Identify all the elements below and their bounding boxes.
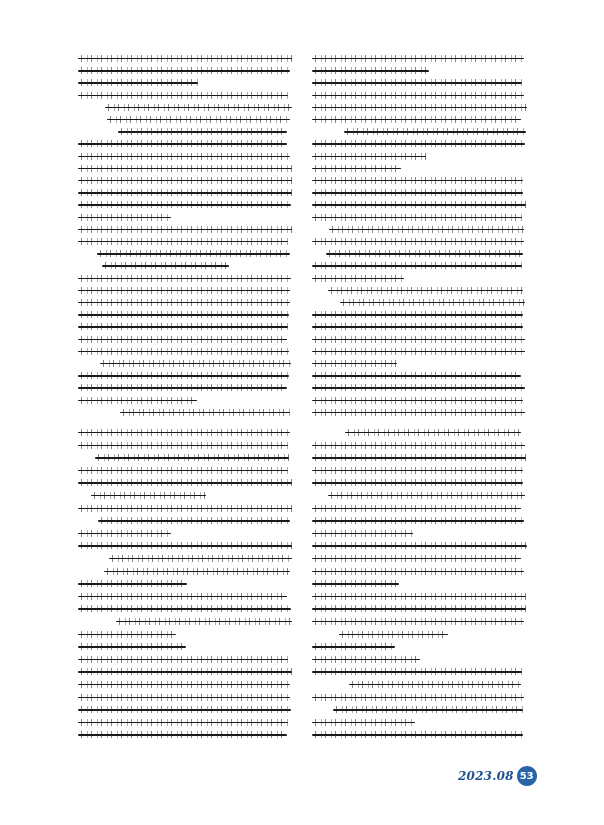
text-line xyxy=(333,709,523,710)
text-line xyxy=(312,412,525,413)
text-line xyxy=(78,180,292,181)
text-line xyxy=(78,314,289,315)
text-line xyxy=(312,107,527,108)
text-line xyxy=(78,302,290,303)
text-line xyxy=(78,95,288,96)
text-line xyxy=(109,558,293,559)
text-line xyxy=(78,634,176,635)
text-line xyxy=(312,533,413,534)
text-line xyxy=(312,375,521,376)
text-line xyxy=(328,290,523,291)
text-line xyxy=(312,558,521,559)
page-number: 53 xyxy=(517,766,537,786)
text-line xyxy=(78,596,287,597)
text-line xyxy=(312,82,522,83)
text-line xyxy=(97,253,291,254)
text-line xyxy=(312,646,395,647)
text-line xyxy=(312,457,526,458)
text-line xyxy=(312,192,523,193)
text-line xyxy=(329,229,524,230)
text-line xyxy=(78,646,186,647)
text-line xyxy=(326,253,523,254)
text-line xyxy=(312,70,429,71)
text-line xyxy=(78,608,291,609)
text-line xyxy=(312,621,524,622)
text-line xyxy=(78,734,287,735)
text-line xyxy=(312,241,524,242)
text-line xyxy=(78,192,292,193)
text-line xyxy=(78,671,292,672)
text-line xyxy=(345,432,521,433)
text-line xyxy=(312,95,524,96)
text-line xyxy=(78,339,287,340)
text-line xyxy=(312,608,526,609)
text-line xyxy=(78,722,288,723)
text-line xyxy=(95,457,289,458)
text-line xyxy=(78,432,290,433)
text-line xyxy=(120,412,291,413)
text-line xyxy=(312,571,524,572)
text-line xyxy=(312,156,426,157)
text-line xyxy=(312,217,522,218)
text-line xyxy=(107,119,290,120)
text-line xyxy=(78,470,288,471)
text-line xyxy=(312,508,521,509)
text-line xyxy=(340,302,525,303)
text-line xyxy=(312,119,521,120)
text-line xyxy=(312,314,523,315)
text-line xyxy=(312,520,524,521)
text-line xyxy=(312,445,525,446)
text-line xyxy=(312,168,401,169)
text-line xyxy=(312,363,397,364)
text-line xyxy=(312,204,526,205)
text-line xyxy=(78,204,291,205)
text-line xyxy=(78,387,287,388)
text-line xyxy=(312,400,523,401)
text-line xyxy=(312,387,525,388)
text-line xyxy=(78,143,287,144)
text-line xyxy=(78,684,290,685)
text-line xyxy=(118,131,287,132)
text-line xyxy=(78,241,288,242)
text-line xyxy=(104,571,290,572)
text-line xyxy=(98,520,290,521)
text-line xyxy=(78,508,292,509)
text-line xyxy=(105,107,292,108)
text-line xyxy=(78,82,198,83)
text-line xyxy=(78,445,288,446)
text-line xyxy=(349,684,521,685)
text-line xyxy=(312,351,525,352)
text-line xyxy=(100,363,291,364)
text-line xyxy=(312,583,399,584)
text-line xyxy=(78,70,290,71)
issue-date: 2023.08 xyxy=(458,769,514,783)
text-line xyxy=(344,131,526,132)
text-line xyxy=(312,671,522,672)
text-line xyxy=(78,290,290,291)
text-line xyxy=(78,58,292,59)
text-line xyxy=(78,482,292,483)
text-line xyxy=(78,217,171,218)
text-line xyxy=(78,351,289,352)
text-line xyxy=(312,659,420,660)
text-line xyxy=(312,596,526,597)
text-line xyxy=(312,58,524,59)
text-line xyxy=(78,326,288,327)
text-line xyxy=(328,495,524,496)
text-line xyxy=(78,229,292,230)
text-line xyxy=(339,634,449,635)
text-line xyxy=(312,470,523,471)
text-line xyxy=(312,482,523,483)
text-line xyxy=(102,265,228,266)
text-line xyxy=(78,375,289,376)
text-line xyxy=(78,400,197,401)
folio xyxy=(458,766,537,786)
text-line xyxy=(116,621,292,622)
text-line xyxy=(312,326,523,327)
text-line xyxy=(78,583,187,584)
text-line xyxy=(312,180,523,181)
text-line xyxy=(312,339,525,340)
text-line xyxy=(78,545,292,546)
text-line xyxy=(91,495,207,496)
text-line xyxy=(312,265,522,266)
text-line xyxy=(312,722,415,723)
text-line xyxy=(312,143,525,144)
text-line xyxy=(78,659,288,660)
text-line xyxy=(78,168,292,169)
text-line xyxy=(78,533,171,534)
text-line xyxy=(78,709,291,710)
text-line xyxy=(312,278,404,279)
text-line xyxy=(312,734,523,735)
text-line xyxy=(78,697,290,698)
text-line xyxy=(312,697,524,698)
text-line xyxy=(78,278,291,279)
text-line xyxy=(312,545,527,546)
text-line xyxy=(78,156,290,157)
